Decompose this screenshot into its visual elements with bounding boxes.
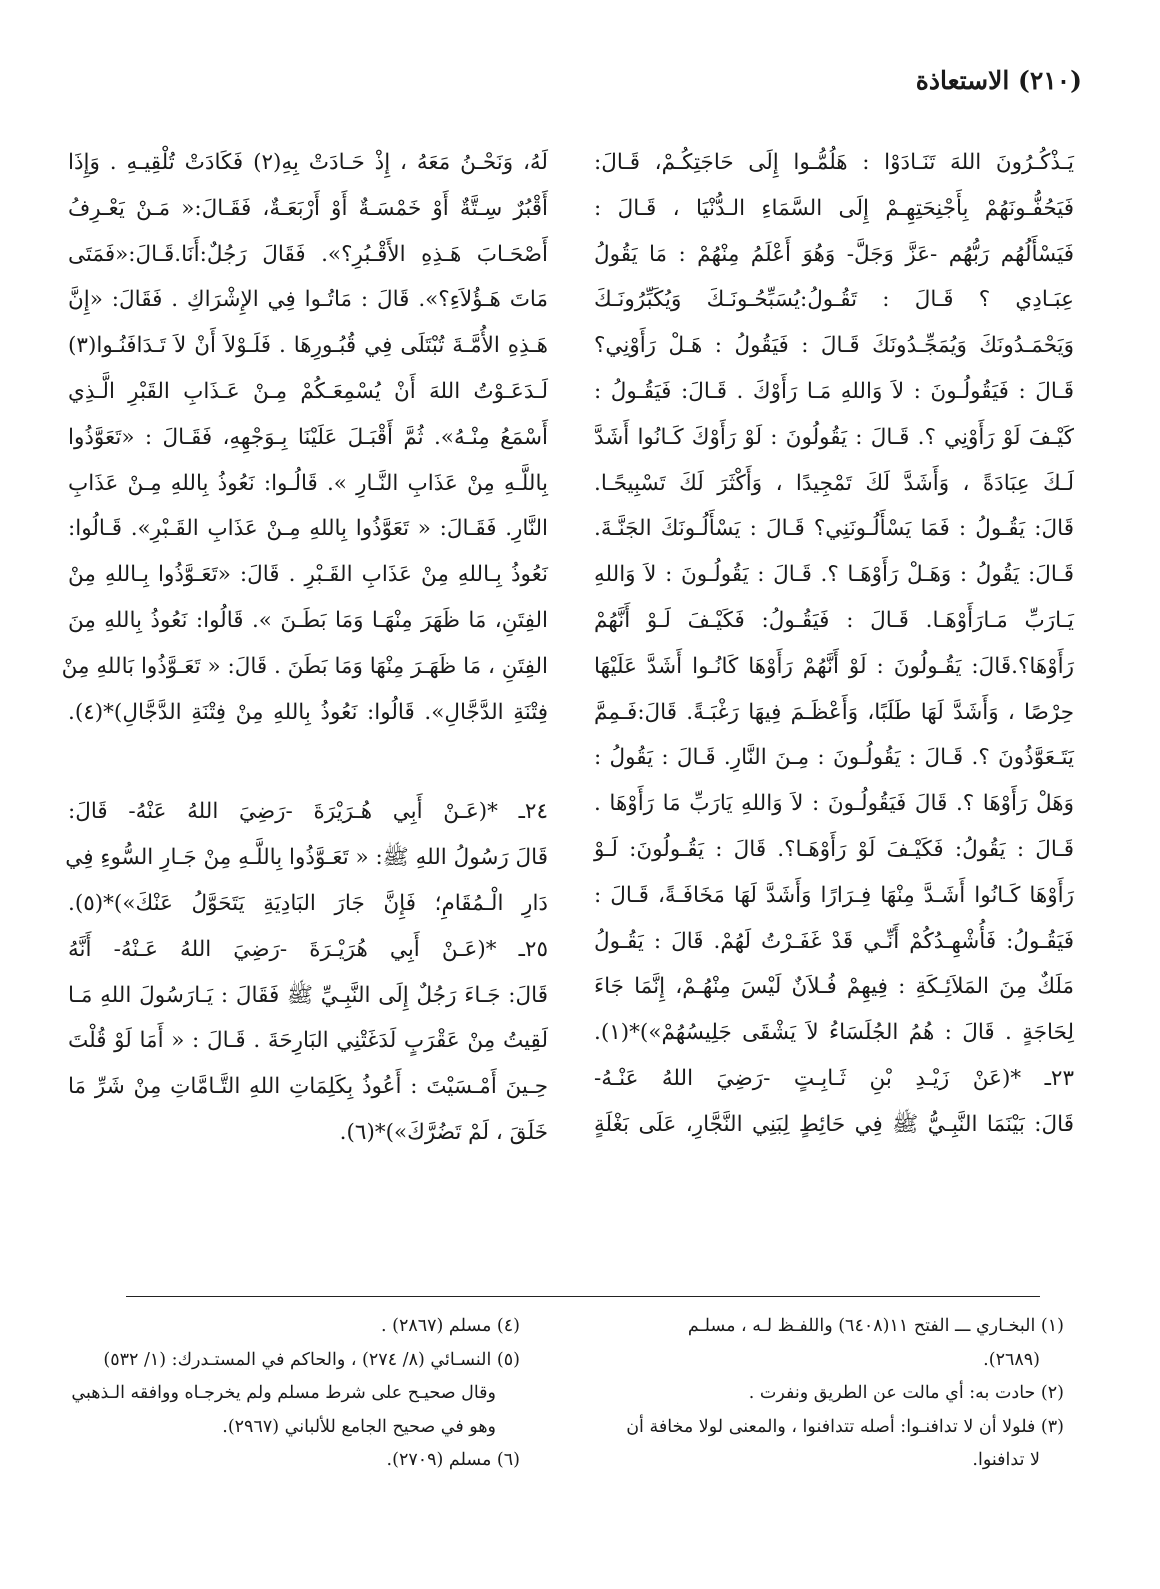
paragraph-gap <box>68 735 548 789</box>
footnote-1: (١) البخـاري ـــ الفتح ١١(٦٤٠٨) واللفـظ لـه ، مسلـم <box>687 1316 1064 1336</box>
text-line: الفِتَنِ ، مَا ظَهَـرَ مِنْهَا وَمَا بَطَنَ . قَالَ: « تَعَـوَّذُوا بَاللهِ مِنْ <box>61 653 548 679</box>
text-line: أَسْمَعُ مِنْـهُ». ثُمَّ أَقْبَـلَ عَلَيْنَا بِـوَجْهِهِ، فَقَـالَ : «تَعَوَّذُوا <box>68 424 548 450</box>
footnote-5-cont: وقال صحيـح على شرط مسلم ولم يخرجـاه ووافقه الـذهبي <box>71 1383 496 1403</box>
text-line: قَـالَ : يَقُولُ: فَكَيْـفَ لَوْ رَأَوْهَـا؟. قَالَ : يَقُـولُونَ: لَـوْ <box>594 836 1074 862</box>
footnote-1-cont: (٢٦٨٩). <box>983 1349 1040 1370</box>
footnotes-left <box>71 1310 520 1478</box>
text-column-left <box>61 140 548 1156</box>
text-line: قَالَ رَسُولُ اللهِ ﷺ: « تَعَـوَّذُوا بِاللَّـهِ مِنْ جَـارِ السُّوءِ فِي <box>65 845 548 871</box>
text-line: يَـذْكُـرُونَ اللهَ تَنَـادَوْا : هَلُمُّـوا إِلَى حَاجَتِكُـمْ، قَـالَ: <box>594 150 1074 175</box>
footnote-5-cont: وهو في صحيح الجامع للألباني (٢٩٦٧). <box>222 1416 496 1437</box>
text-line: فَيَقُـولُ: فَأُشْهِـدُكُمْ أَنِّـي قَدْ غَفَـرْتُ لَهُمْ. قَالَ : يَقُـولُ <box>594 928 1074 954</box>
text-line: نَعُوذُ بِـاللهِ مِنْ عَذَابِ القَـبْرِ . قَالَ: «تَعَـوَّذُوا بِـاللهِ مِنْ <box>68 562 548 588</box>
footnote-2: (٢) حادت به: أي مالت عن الطريق ونفرت . <box>748 1383 1064 1403</box>
hadith-24-heading: ٢٤ـ *(عَـنْ أَبِي هُـرَيْرَةَ -رَضِيَ اللهُ عَنْهُ- قَالَ: <box>68 799 548 825</box>
text-line: رَأَوْهَا؟.قَالَ: يَقُـولُونَ : لَوْ أَنَّهُمْ رَأَوْهَا كَانُـوا أَشَدَّ عَلَيْهَا <box>594 653 1074 679</box>
text-line: مَلَكٌ مِنَ المَلاَئِـكَةِ : فِيهِمْ فُـلاَنٌ لَيْسَ مِنْهُـمْ، إِنَّمَا جَاءَ <box>594 974 1074 1000</box>
text-line: خَلَقَ ، لَمْ تَضُرَّكَ»)*(٦). <box>339 1119 548 1145</box>
text-column-right <box>594 140 1074 1148</box>
text-line: أَقْبُرٌ سِـتَّةٌ أَوْ خَمْسَـةٌ أَوْ أَرْبَعَـةٌ، فَقَـالَ:« مَـنْ يَعْـرِفُ <box>68 195 548 221</box>
text-line: هَـذِهِ الأُمَّـةَ تُبْتَلَى فِي قُبُـورِهَا . فَلَـوْلاَ أَنْ لاَ تَـدَافَنُـوا(٣) <box>68 333 548 359</box>
footnote-3-cont: لا تدافنوا. <box>972 1450 1040 1470</box>
text-line: قَالَ: يَقُـولُ : فَمَا يَسْأَلُـونَنِي؟ قَـالَ : يَسْأَلُـونَكَ الجَنَّـةَ. <box>594 516 1074 542</box>
text-line: وَهَلْ رَأَوْهَا ؟. قَالَ فَيَقُولُـونَ : لاَ وَاللهِ يَارَبِّ مَا رَأَوْهَا . <box>594 791 1074 817</box>
text-line: لَقِيتُ مِنْ عَقْرَبٍ لَدَغَتْنِي البَارِحَةَ . قَـالَ : « أَمَا لَوْ قُلْتَ <box>68 1028 548 1054</box>
text-line: وَيَحْمَـدُونَكَ وَيُمَجِّـدُونَكَ قَـالَ : فَيَقُولُ : هَـلْ رَأَوْنِي؟ <box>594 333 1074 359</box>
footnote-5: (٥) النسـائي (٨/ ٢٧٤) ، والحاكم في المستـدرك: (١/ ٥٣٢) <box>103 1349 520 1370</box>
text-line: فِتْنَةِ الدَّجَّالِ». قَالُوا: نَعُوذُ بِاللهِ مِنْ فِتْنَةِ الدَّجَّالِ)*(٤). <box>68 699 548 725</box>
footnotes-right <box>609 1310 1064 1478</box>
text-line: قَالَ: بَيْنَمَا النَّبِـيُّ ﷺ فِي حَائِطٍ لِبَنِي النَّجَّارِ، عَلَى بَغْلَةٍ <box>594 1111 1074 1137</box>
footnote-4: (٤) مسلم (٢٨٦٧) . <box>380 1316 520 1336</box>
text-line: حِـينَ أَمْـسَيْتَ : أَعُوذُ بِكَلِمَاتِ اللهِ التَّـامَّاتِ مِنْ شَرِّ مَا <box>68 1074 548 1100</box>
footnote-3: (٣) فلولا أن لا تدافنـوا: أصله تتدافنوا ، والمعنى لولا مخافة أن <box>626 1416 1064 1437</box>
footnote-6: (٦) مسلم (٢٧٠٩). <box>386 1450 520 1470</box>
hadith-23-heading: ٢٣ـ *(عَنْ زَيْـدِ بْنِ ثَـابِـتٍ -رَضِيَ اللهُ عَنْـهُ- <box>594 1065 1074 1091</box>
text-line: يَـارَبِّ مَـارَأَوْهَـا. قَـالَ : فَيَقُـولُ: فَكَيْـفَ لَـوْ أَنَّهُمْ <box>594 607 1074 633</box>
text-line: كَيْـفَ لَوْ رَأَوْنِي ؟. قَـالَ : يَقُولُونَ : لَوْ رَأَوْكَ كَـانُوا أَشَدَّ <box>594 424 1074 450</box>
text-line: قَالَ: جَـاءَ رَجُلٌ إِلَى النَّبِـيِّ ﷺ فَقَالَ : يَـارَسُولَ اللهِ مَـا <box>68 982 548 1008</box>
text-line: فَيَسْأَلُهُم رَبُّهُم -عَزَّ وَجَلَّ- وَهُوَ أَعْلَمُ مِنْهُمْ : مَا يَقُولُ <box>594 241 1074 267</box>
text-line: يَتَـعَوَّذُونَ ؟. قَـالَ : يَقُولُـونَ : مِـنَ النَّارِ. قَـالَ : يَقُولُ : <box>594 745 1074 771</box>
text-line: الفِتَنِ، مَا ظَهَرَ مِنْهَـا وَمَا بَطَـنَ ». قَالُوا: نَعُوذُ بِاللهِ مِنَ <box>68 607 548 633</box>
text-line: لَهُ، وَنَحْـنُ مَعَهُ ، إِذْ حَـادَتْ بِهِ(٢) فَكَادَتْ تُلْقِيـهِ . وَإِذَا <box>68 150 548 175</box>
text-line: حِرْصًا ، وَأَشَدَّ لَهَا طَلَبًا، وَأَعْظَـمَ فِيهَا رَغْبَـةً. قَالَ:فَـمِمَّ <box>594 699 1074 725</box>
text-line: عِبَـادِي ؟ قَـالَ : تَقُـولُ:يُسَبِّحُـونَـكَ وَيُكَبِّرُونَـكَ <box>594 287 1074 313</box>
text-line: أَصْحَـابَ هَـذِهِ الأَقْـبُرِ؟». فَقَالَ رَجُلٌ:أَنَا.قَـالَ:«فَمَتَى <box>68 241 548 267</box>
text-line: فَيَحُفُّـونَهُمْ بِأَجْنِحَتِهِـمْ إِلَى السَّمَاءِ الـدُّنْيَا ، قَـالَ : <box>594 195 1074 221</box>
text-line: لِحَاجَةٍ . قَالَ : هُمُ الجُلَسَاءُ لاَ يَشْقَى جَلِيسُهُمْ»)*(١). <box>594 1020 1074 1046</box>
text-line: قَـالَ : فَيَقُولُـونَ : لاَ وَاللهِ مَـا رَأَوْكَ . قَـالَ: فَيَقُـولُ : <box>594 378 1074 404</box>
text-line: لَـدَعَـوْتُ اللهَ أَنْ يُسْمِعَـكُمْ مِـنْ عَـذَابِ القَبْرِ الَّـذِي <box>68 378 548 404</box>
hadith-25-heading: ٢٥ـ *(عَـنْ أَبِي هُرَيْـرَةَ -رَضِيَ اللهُ عَـنْهُ- أَنَّهُ <box>68 936 548 962</box>
text-line: رَأَوْهَا كَـانُوا أَشَـدَّ مِنْهَا فِـرَارًا وَأَشَدَّ لَهَا مَخَافَـةً، قَـالَ : <box>594 882 1074 908</box>
text-line: مَاتَ هَـؤُلاَءِ؟». قَالَ : مَاتُـوا فِي الإِشْرَاكِ . فَقَالَ: «إِنَّ <box>68 287 548 313</box>
text-line: لَـكَ عِبَادَةً ، وَأَشَدَّ لَكَ تَمْجِيدًا ، وَأَكْثَرَ لَكَ تَسْبِيحًـا. <box>594 470 1074 496</box>
text-line: قَـالَ: يَقُولُ : وَهَـلْ رَأَوْهَـا ؟. قَـالَ : يَقُولُـونَ : لاَ وَاللهِ <box>594 562 1074 588</box>
text-line: النَّارِ. فَقَـالَ: « تَعَوَّذُوا بِاللهِ مِـنْ عَذَابِ القَـبْرِ». قَـالُوا: <box>68 516 548 542</box>
text-line: بِاللَّـهِ مِنْ عَذَابِ النَّـارِ ». قَالُـوا: نَعُوذُ بِاللهِ مِـنْ عَذَابِ <box>68 470 548 496</box>
page-header: (٢١٠) الاستعاذة <box>915 66 1082 95</box>
footnote-divider <box>126 1296 1040 1297</box>
text-line: دَارِ الْـمُقَامِ؛ فَإِنَّ جَارَ البَادِيَةِ يَتَحَوَّلُ عَنْكَ»)*(٥). <box>68 890 548 916</box>
